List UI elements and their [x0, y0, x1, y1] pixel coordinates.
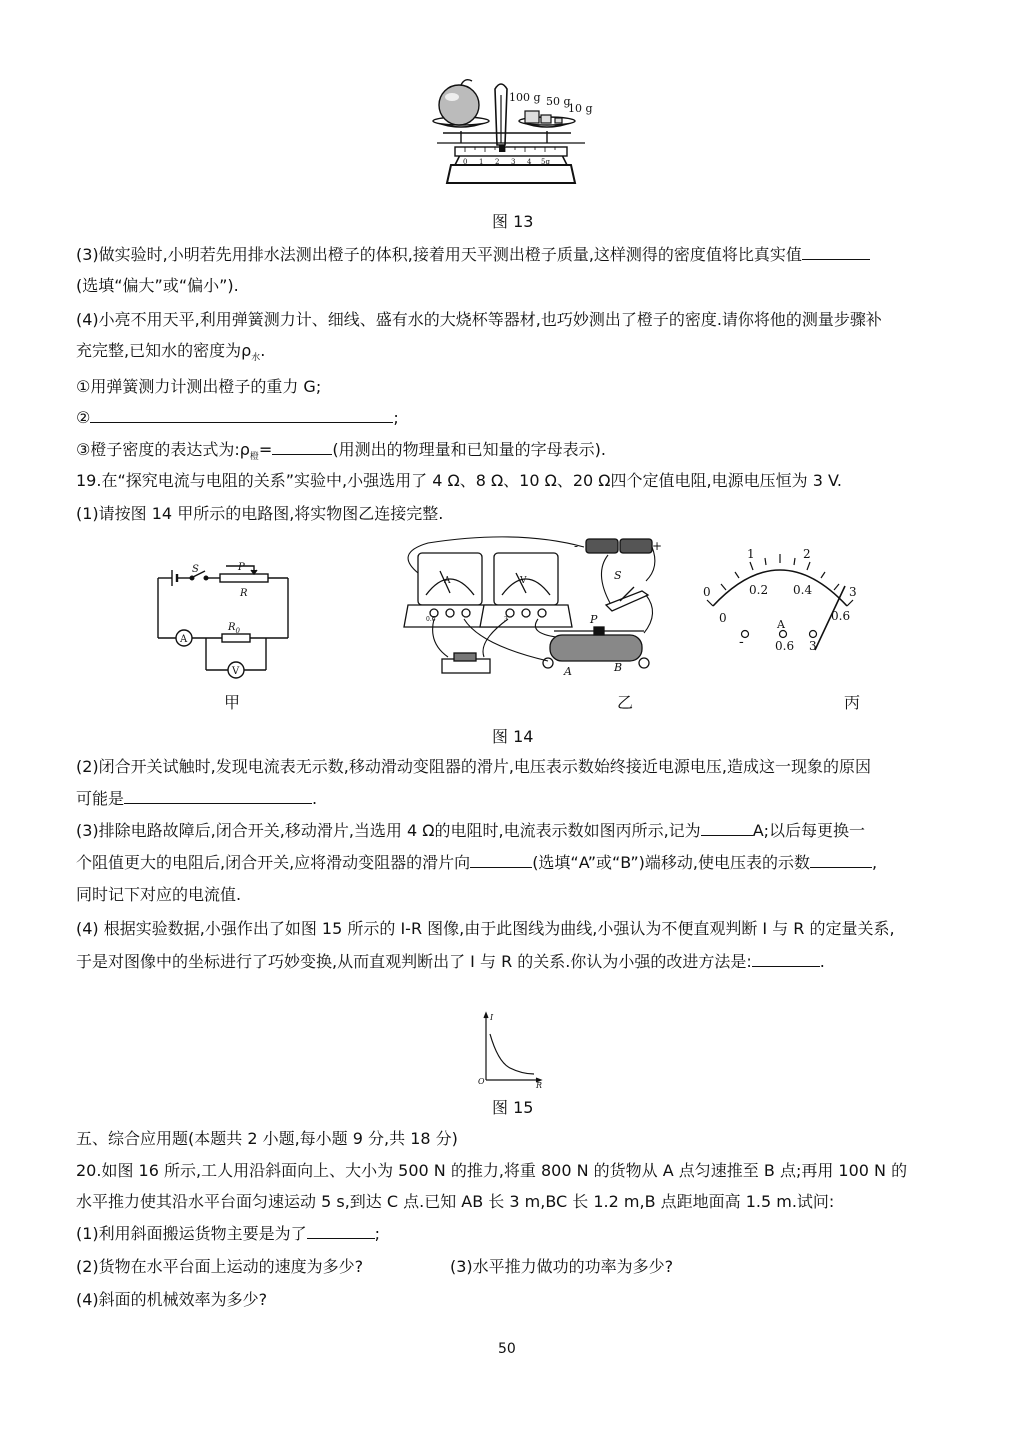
scale-tick-2: 2 [495, 158, 500, 166]
label-50g: 50 g [546, 95, 571, 108]
battery-minus: - [574, 539, 579, 553]
q18-step3-blank[interactable] [272, 438, 332, 455]
q19-part4-blank[interactable] [752, 950, 820, 967]
q20-part2: (2)货物在水平台面上运动的速度为多少? [76, 1257, 364, 1276]
q19-part4-cont: 于是对图像中的坐标进行了巧妙变换,从而直观判断出了 I 与 R 的关系.你认为小强的改进方法是: . [76, 952, 825, 971]
figure-13-caption: 图 13 [492, 212, 534, 231]
rheostat-label-P: P [590, 613, 598, 626]
weight-100g [525, 111, 539, 123]
circuit-label-R: R [240, 588, 248, 599]
ammeter-scale-label: 0.6 [426, 616, 436, 623]
q20-part1-blank[interactable] [307, 1222, 375, 1239]
q18-step2-blank[interactable] [90, 406, 393, 423]
figure-14-label-bing: 丙 [844, 693, 861, 712]
figure-14-apparatus-yi [398, 533, 668, 681]
q19-part4: (4) 根据实验数据,小强作出了如图 15 所示的 I-R 图像,由于此图线为曲线,小强认为不便直观判断 I 与 R 的定量关系, [76, 919, 895, 938]
circuit-label-S: S [192, 564, 199, 575]
section-5-heading: 五、综合应用题(本题共 2 小题,每小题 9 分,共 18 分) [76, 1129, 458, 1148]
dial-arc [713, 570, 847, 606]
battery-2 [620, 539, 652, 553]
voltmeter-scale-label: 3 [504, 616, 508, 623]
terminal-3: 3 [809, 639, 817, 653]
dial-bottom-04: 0.4 [793, 583, 813, 597]
figure-14-dial-bing [695, 540, 865, 660]
q19-part3-blank-direction[interactable] [470, 851, 532, 868]
figure-13-balance [425, 75, 600, 205]
scale-tick-4: 4 [527, 158, 532, 166]
orange [439, 85, 479, 125]
origin-label: O [478, 1077, 485, 1086]
balance-base [447, 165, 575, 183]
circuit-ammeter-A: A [180, 634, 188, 645]
scale-tick-0: 0 [463, 158, 468, 166]
circuit-voltmeter-V: V [232, 666, 240, 677]
dial-bottom-0: 0 [719, 611, 727, 625]
figure-14-circuit-jia [150, 560, 300, 680]
figure-14-label-yi: 乙 [617, 693, 634, 712]
q19-part3: (3)排除电路故障后,闭合开关,移动滑片,当选用 4 Ω的电阻时,电流表示数如图丙所示,记为 A;以后每更换一 [76, 821, 866, 840]
q18-step3: ③橙子密度的表达式为$:\rho_橙=$ (用测出的物理量和已知量的字母表示). [76, 440, 606, 463]
page-number: 50 [498, 1341, 516, 1357]
dial-top-0: 0 [703, 585, 711, 599]
q18-part3-hint: (选填“偏大”或“偏小”). [76, 276, 239, 295]
rider [499, 145, 505, 152]
q20-part1: (1)利用斜面搬运货物主要是为了 ; [76, 1224, 381, 1243]
q18-part3-blank[interactable] [802, 243, 870, 260]
dial-top-1: 1 [747, 547, 755, 561]
circuit-label-R0: $R_0$ [228, 622, 240, 635]
dial-top-3: 3 [849, 585, 857, 599]
q20-part3: (3)水平推力做功的功率为多少? [450, 1257, 674, 1276]
x-axis-label: R [536, 1081, 543, 1090]
rheostat-label-A: A [564, 665, 572, 678]
scale-tick-3: 3 [511, 158, 516, 166]
battery-1 [586, 539, 618, 553]
figure-15-graph [476, 1010, 548, 1090]
label-100g: 100 g [509, 91, 541, 104]
q19-part1: (1)请按图 14 甲所示的电路图,将实物图乙连接完整. [76, 504, 444, 523]
q18-part4-cont: 充完整,已知水的密度为$\rho_水$. [76, 341, 266, 364]
q20-intro: 20.如图 16 所示,工人用沿斜面向上、大小为 500 N 的推力,将重 800 N 的货物从 A 点匀速推至 B 点;再用 100 N 的 [76, 1161, 908, 1180]
q20-intro-cont: 水平推力使其沿水平台面匀速运动 5 s,到达 C 点.已知 AB 长 3 m,BC 长 1.2 m,B 点距地面高 1.5 m.试问: [76, 1192, 835, 1211]
q19-part3-cont: 个阻值更大的电阻后,闭合开关,应将滑动变阻器的滑片向 (选填“A”或“B”)端移动,使电压表的示数 , [76, 853, 878, 872]
label-10g: 10 g [568, 102, 593, 115]
q20-part4: (4)斜面的机械效率为多少? [76, 1290, 268, 1309]
figure-14-caption: 图 14 [492, 727, 534, 746]
terminal-A: A [777, 618, 785, 631]
q19-intro: 19.在“探究电流与电阻的关系”实验中,小强选用了 4 Ω、8 Ω、10 Ω、20 Ω四个定值电阻,电源电压恒为 3 V. [76, 471, 842, 490]
q18-part4: (4)小亮不用天平,利用弹簧测力计、细线、盛有水的大烧杯等器材,也巧妙测出了橙子的密度.请你将他的测量步骤补 [76, 310, 882, 329]
dial-top-2: 2 [803, 547, 811, 561]
scale-tick-1: 1 [479, 158, 484, 166]
ammeter-letter: A [444, 576, 451, 586]
weight-50g [541, 115, 551, 123]
balance-scale-bar [455, 147, 567, 156]
battery-plus: + [652, 539, 663, 553]
q19-part2: (2)闭合开关试触时,发现电流表无示数,移动滑动变阻器的滑片,电压表示数始终接近电源电压,造成这一现象的原因 [76, 757, 872, 776]
q18-step2: ② ; [76, 408, 399, 427]
terminal-minus: - [739, 634, 744, 650]
q19-part3-blank-current[interactable] [701, 819, 753, 836]
dial-bottom-02: 0.2 [749, 583, 769, 597]
q19-part2-blank[interactable] [124, 787, 312, 804]
q18-step1: ①用弹簧测力计测出橙子的重力 G; [76, 377, 322, 396]
switch-label-S: S [614, 569, 622, 582]
rheostat-label-B: B [614, 661, 623, 674]
figure-15-caption: 图 15 [492, 1098, 534, 1117]
dial-bottom-06: 0.6 [831, 609, 851, 623]
y-axis-label: I [490, 1013, 494, 1022]
I-R-curve [490, 1034, 534, 1074]
figure-14-label-jia: 甲 [224, 693, 241, 712]
circuit-label-P: P [238, 562, 245, 573]
q19-part2-cont: 可能是 . [76, 789, 318, 808]
q18-part3: (3)做实验时,小明若先用排水法测出橙子的体积,接着用天平测出橙子质量,这样测得的密度值将比真实值 [76, 243, 870, 267]
voltmeter-letter: V [520, 576, 527, 586]
terminal-06: 0.6 [775, 639, 795, 653]
scale-tick-5: 5g [541, 158, 550, 166]
rheostat [550, 635, 642, 661]
q19-part3-end: 同时记下对应的电流值. [76, 885, 242, 904]
q19-part3-blank-voltage[interactable] [810, 851, 872, 868]
weight-10g [555, 118, 562, 123]
